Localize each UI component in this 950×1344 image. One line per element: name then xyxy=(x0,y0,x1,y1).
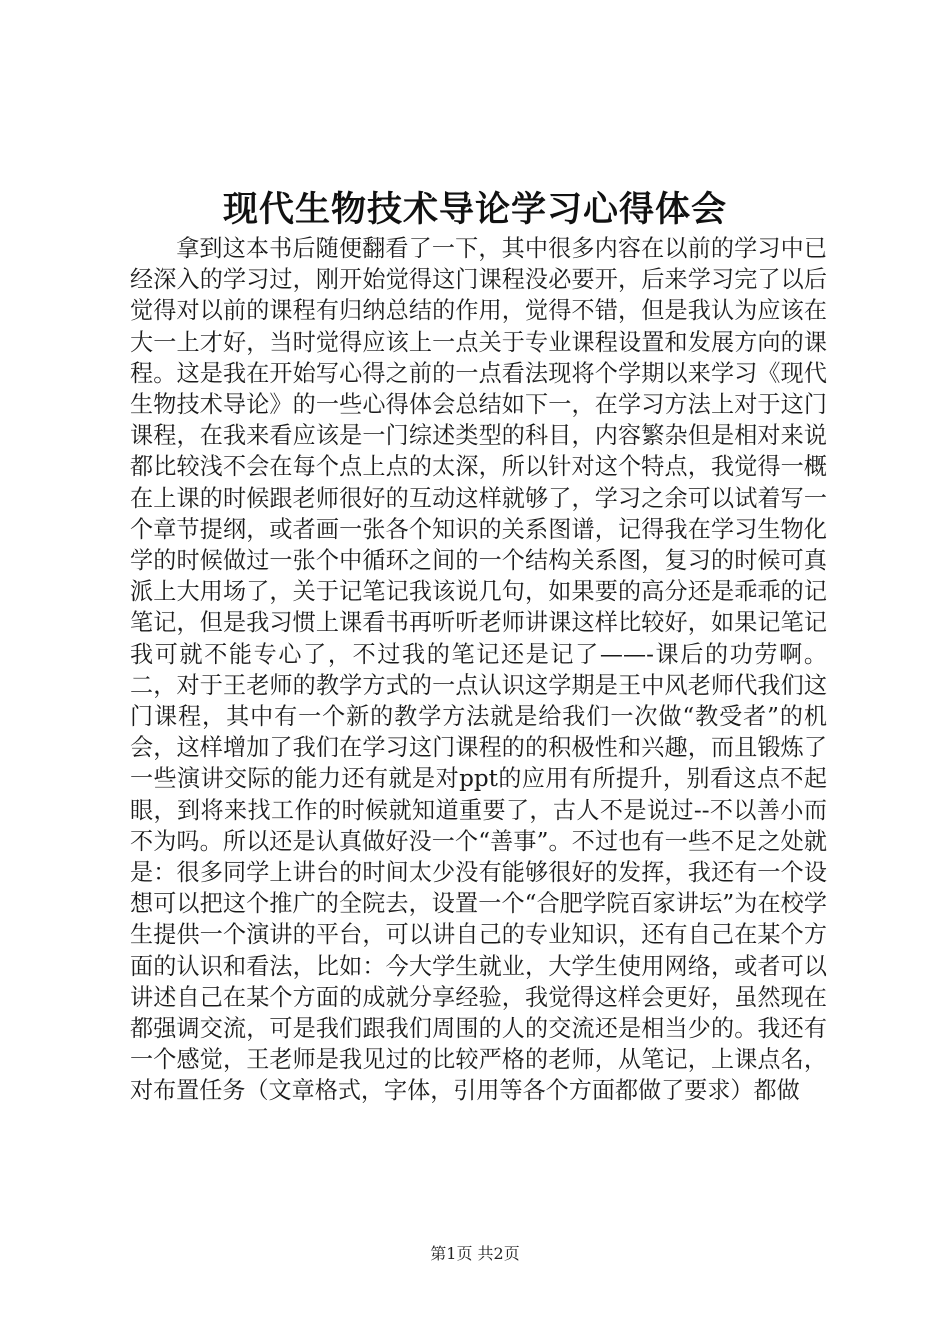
page-number-footer: 第1页 共2页 xyxy=(430,1244,520,1263)
document-title: 现代生物技术导论学习心得体会 xyxy=(222,190,727,230)
document-body-paragraph: 拿到这本书后随便翻看了一下，其中很多内容在以前的学习中已经深入的学习过，刚开始觉得这门课程没必要开，后来学习完了以后觉得对以前的课程有归纳总结的作用，觉得不错，但是我认为应该在大一上才好，当时觉得应该上一点关于专业课程设置和发展方向的课程。这是我在开始写心得之前的一点看法现将个学期以来学习《现代生物技术导论》的一些心得体会总结如下一，在学习方法上对于这门课程，在我来看应该是一门综述类型的科目，内容繁杂但是相对来说都比较浅不会在每个点上点的太深，所以针对这个特点，我觉得一概在上课的时候跟老师很好的互动这样就够了，学习之余可以试着写一个章节提纲，或者画一张各个知识的关系图谱，记得我在学习生物化学的时候做过一张个中循环之间的一个结构关系图，复习的时候可真派上大用场了，关于记笔记我该说几句，如果要的高分还是乖乖的记笔记，但是我习惯上课看书再听听老师讲课这样比较好，如果记笔记我可就不能专心了，不过我的笔记还是记了——-课后的功劳啊。二，对于王老师的教学方式的一点认识这学期是王中风老师代我们这门课程，其中有一个新的教学方法就是给我们一次做“教受者”的机会，这样增加了我们在学习这门课程的的积极性和兴趣，而且锻炼了一些演讲交际的能力还有就是对ppt的应用有所提升，别看这点不起眼，到将来找工作的时候就知道重要了，古人不是说过--不以善小而不为吗。所以还是认真做好没一个“善事”。不过也有一些不足之处就是：很多同学上讲台的时间太少没有能够很好的发挥，我还有一个设想可以把这个推广的全院去，设置一个“合肥学院百家讲坛”为在校学生提供一个演讲的平台，可以讲自己的专业知识，还有自己在某个方面的认识和看法，比如：今大学生就业，大学生使用网络，或者可以讲述自己在某个方面的成就分享经验，我觉得这样会更好，虽然现在都强调交流，可是我们跟我们周围的人的交流还是相当少的。我还有一个感觉，王老师是我见过的比较严格的老师，从笔记，上课点名，对布置任务（文章格式，字体，引用等各个方面都做了要求）都做 xyxy=(130,236,827,1105)
